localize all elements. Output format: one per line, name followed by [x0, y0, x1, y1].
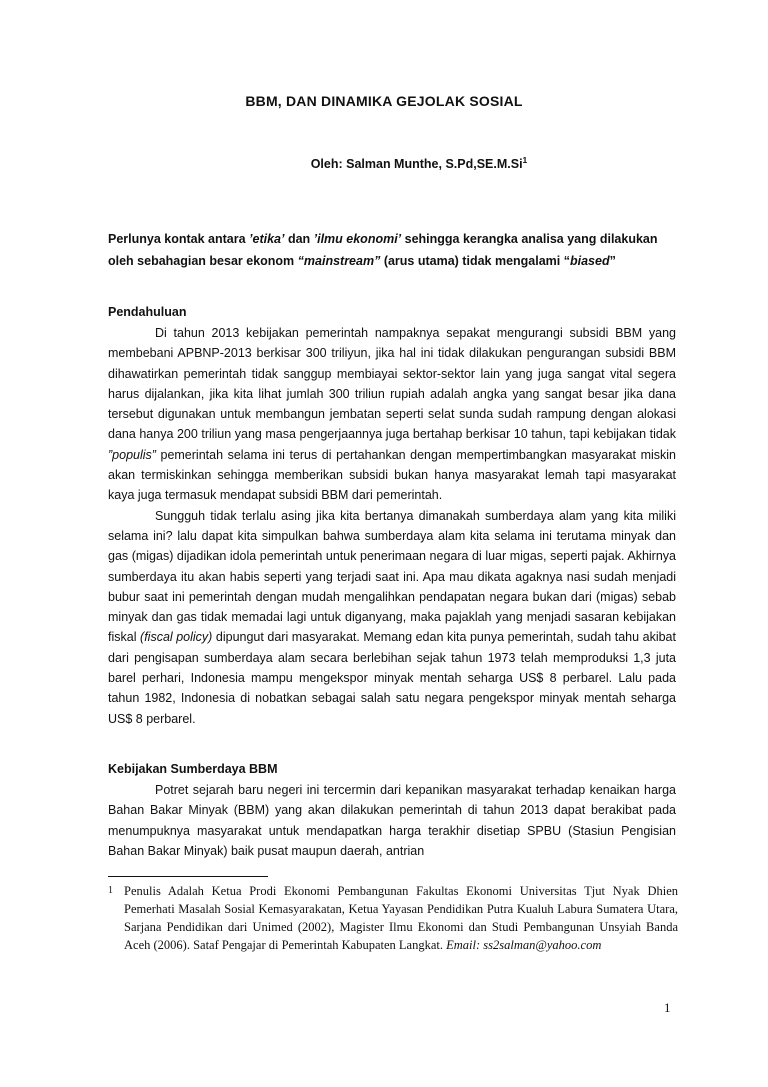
- paragraph: Sungguh tidak terlalu asing jika kita bertanya dimanakah sumberdaya alam yang kita miliki selama ini? lalu dapat kita simpulkan bahwa sumberdaya alam kita selama ini terutama minyak dan gas (migas) dijadikan idola pemerintah untuk penerimaan negara di luar migas, seperti pajak. Akhirnya sumberdaya itu akan habis seperti yang terjadi saat ini. Apa mau dikata agaknya nasi sudah menjadi bubur saat ini pemerintah dengan mudah mengalihkan pendapatan negara bukan dari (migas) sebab minyak dan gas tidak memadai lagi untuk diganyang, maka pajaklah yang menjadi sasaran kebijakan fiskal (fiscal policy) dipungut dari masyarakat. Memang edan kita punya pemerintah, sudah tahu akibat dari pengisapan sumberdaya alam secara berlebihan sejak tahun 1973 telah memproduksi 1,3 juta barel perhari, Indonesia mampu mengekspor minyak mentah seharga US$ 8 perbarel. Lalu pada tahun 1982, Indonesia di nobatkan sebagai salah satu negara pengekspor minyak mentah seharga US$ 8 perbarel.: [108, 508, 676, 726]
- author-line: [0, 155, 768, 171]
- paragraph: Di tahun 2013 kebijakan pemerintah nampaknya sepakat mengurangi subsidi BBM yang membebani APBNP-2013 berkisar 300 triliyun, jika hal ini tidak dilakukan pengurangan subsidi BBM dihawatirkan pemerintah tidak sanggup membiayai sektor-sektor lain yang juga sangat vital segera harus dijalankan, jika kita lihat jumlah 300 triliun rupiah adalah angka yang sangat besar jika dana tersebut digunakan untuk membangun jembatan seperti selat sunda sudah rampung dengan alokasi dana hanya 200 triliun yang masa pengerjaannya juga bertahap berkisar 10 tahun, tapi kebijakan tidak ”populis” pemerintah selama ini terus di pertahankan dengan mempertimbangkan masyarakat miskin akan termiskinkan sehingga memberikan subsidi bukan hanya masyarakat lemah tapi masyarakat kaya juga termasuk mendapat subsidi BBM dari pemerintah.: [108, 326, 676, 503]
- lead-statement: Perlunya kontak antara ’etika’ dan ’ilmu ekonomi’ sehingga kerangka analisa yang dilakukan oleh sebahagian besar ekonom “mainstream” (arus utama) tidak mengalami “biased”: [108, 232, 658, 268]
- section-body-kebijakan: [108, 780, 676, 861]
- author-name: Oleh: Salman Munthe, S.Pd,SE.M.Si: [310, 157, 523, 171]
- document-title: BBM, DAN DINAMIKA GEJOLAK SOSIAL: [245, 93, 523, 109]
- page-number: 1: [664, 1000, 671, 1015]
- section-heading-kebijakan: Kebijakan Sumberdaya BBM: [108, 762, 278, 776]
- section-body-pendahuluan: [108, 323, 676, 729]
- paragraph: Potret sejarah baru negeri ini tercermin dari kepanikan masyarakat terhadap kenaikan harga Bahan Bakar Minyak (BBM) yang akan dilakukan pemerintah di tahun 2013 dapat berakibat pada menumpuknya masyarakat untuk mendapatkan harga terakhir disetiap SPBU (Stasiun Pengisian Bahan Bakar Minyak) baik pusat maupun daerah, antrian: [108, 783, 676, 858]
- footnote-reference[interactable]: 1: [522, 155, 528, 165]
- footnote-mark: 1: [108, 885, 113, 896]
- footnote-email[interactable]: Email: ss2salman@yahoo.com: [446, 938, 602, 952]
- section-heading-pendahuluan: Pendahuluan: [108, 305, 187, 319]
- footnote-separator: [108, 876, 268, 877]
- footnote: [108, 882, 678, 954]
- footnote-text: Penulis Adalah Ketua Prodi Ekonomi Pembangunan Fakultas Ekonomi Universitas Tjut Nyak Dhien Pemerhati Masalah Sosial Kemasyarakatan, Ketua Yayasan Pendidikan Putra Kualuh Labura Sumatera Utara, Sarjana Pendidikan dari Unimed (2002), Magister Ilmu Ekonomi dan Studi Pembangunan Unsyiah Banda Aceh (2006). Sataf Pengajar di Pemerintah Kabupaten Langkat.: [124, 884, 678, 952]
